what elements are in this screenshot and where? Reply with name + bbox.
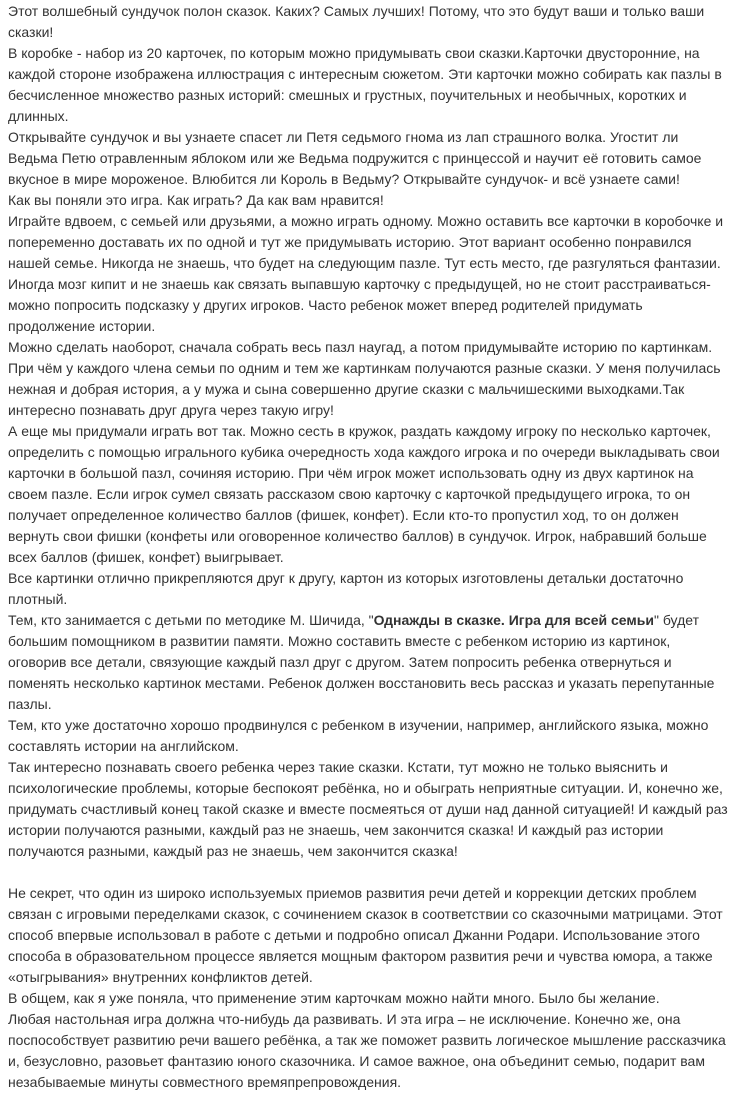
text-segment: Так интересно познавать своего ребенка через такие сказки. Кстати, тут можно не только выяснить и психологические проблемы, которые беспокоят ребёнка, но и обыграть неприятные ситуации. И, конечно же, придумать счастливый конец такой сказке и вместе посмеяться от души над данной ситуацией! И каждый раз истории получаются разными, каждый раз не знаешь, чем закончится сказка! И каждый раз истории получаются разными, каждый раз не знаешь, чем закончится сказка! xyxy=(8,759,728,859)
paragraph xyxy=(8,127,730,190)
text-segment: Можно сделать наоборот, сначала собрать весь пазл наугад, а потом придумывайте историю по картинкам. При чём у каждого члена семьи по одним и тем же картинкам получаются разные сказки. У меня получилась нежная и добрая история, а у мужа и сына совершенно другие сказки с мальчишескими выходками.Так интересно познавать друг друга через такую игру! xyxy=(8,339,721,418)
text-segment: Как вы поняли это игра. Как играть? Да как вам нравится! xyxy=(8,192,384,208)
text-segment: В коробке - набор из 20 карточек, по которым можно придумывать свои сказки.Карточки двусторонние, на каждой стороне изображена иллюстрация с интересным сюжетом. Эти карточки можно собирать как пазлы в бесчисленное множество разных историй: смешных и грустных, поучительных и необычных, коротких и длинных. xyxy=(8,45,722,124)
review-text-body xyxy=(8,1,730,1093)
text-segment: Этот волшебный сундучок полон сказок. Каких? Самых лучших! Потому, что это будут ваши и только ваши сказки! xyxy=(8,3,705,40)
paragraph xyxy=(8,715,730,757)
paragraph xyxy=(8,988,730,1009)
paragraph xyxy=(8,1,730,43)
paragraph xyxy=(8,883,730,988)
text-segment: Тем, кто уже достаточно хорошо продвинулся с ребенком в изучении, например, английского языка, можно составлять истории на английском. xyxy=(8,717,709,754)
text-segment: Все картинки отлично прикрепляются друг к другу, картон из которых изготовлены детальки достаточно плотный. xyxy=(8,570,684,607)
paragraph-spacer xyxy=(8,862,730,883)
text-segment: В общем, как я уже поняла, что применение этим карточкам можно найти много. Было бы желание. xyxy=(8,990,660,1006)
paragraph xyxy=(8,568,730,610)
paragraph xyxy=(8,421,730,568)
text-segment: Не секрет, что один из широко используемых приемов развития речи детей и коррекции детских проблем связан с игровыми переделками сказок, с сочинением сказок в соответствии со сказочными матрицами. Этот способ впервые использовал в работе с детьми и подробно описал Джанни Родари. Использование этого способа в образовательном процессе является мощным фактором развития речи и чувства юмора, а также «отыгрывания» внутренних конфликтов детей. xyxy=(8,885,723,985)
paragraph xyxy=(8,1009,730,1093)
paragraph xyxy=(8,190,730,211)
bold-text-segment: Однажды в сказке. Игра для всей семьи xyxy=(373,612,654,628)
text-segment: Открывайте сундучок и вы узнаете спасет ли Петя седьмого гнома из лап страшного волка. Угостит ли Ведьма Петю отравленным яблоком или же Ведьма подружится с принцессой и научит её готовить самое вкусное в мире мороженое. Влюбится ли Король в Ведьму? Открывайте сундучок- и всё узнаете сами! xyxy=(8,129,702,187)
paragraph xyxy=(8,211,730,337)
text-segment: А еще мы придумали играть вот так. Можно сесть в кружок, раздать каждому игроку по несколько карточек, определить с помощью игрального кубика очередность хода каждого игрока и по очереди выкладывать свои карточки в большой пазл, сочиняя историю. При чём игрок может использовать одну из двух картинок на своем пазле. Если игрок сумел связать рассказом свою карточку с карточкой предыдущего игрока, то он получает определенное количество баллов (фишек, конфет). Если кто-то пропустил ход, то он должен вернуть свои фишки (конфеты или оговоренное количество баллов) в сундучок. Игрок, набравший больше всех баллов (фишек, конфет) выигрывает. xyxy=(8,423,720,565)
paragraph xyxy=(8,43,730,127)
text-segment: Играйте вдвоем, с семьей или друзьями, а можно играть одному. Можно оставить все карточки в коробочке и попеременно доставать их по одной и тут же придумывать историю. Этот вариант особенно понравился нашей семье. Никогда не знаешь, что будет на следующим пазле. Тут есть место, где разгуляться фантазии. Иногда мозг кипит и не знаешь как связать выпавшую карточку с предыдущей, но не стоит расстраиваться- можно попросить подсказку у других игроков. Часто ребенок может вперед родителей придумать продолжение истории. xyxy=(8,213,724,334)
paragraph xyxy=(8,610,730,715)
text-segment: Любая настольная игра должна что-нибудь да развивать. И эта игра – не исключение. Конечно же, она поспособствует развитию речи вашего ребёнка, а так же поможет развить логическое мышление рассказчика и, безусловно, разовьет фантазию юного сказочника. И самое важное, она объединит семью, подарит вам незабываемые минуты совместного времяпрепровождения. xyxy=(8,1011,726,1090)
paragraph xyxy=(8,337,730,421)
paragraph xyxy=(8,757,730,862)
text-segment: Тем, кто занимается с детьми по методике М. Шичида, " xyxy=(8,612,374,628)
text-segment: " будет большим помощником в развитии памяти. Можно составить вместе с ребенком историю из картинок, оговорив все детали, связующие каждый пазл друг с другом. Затем попросить ребенка отвернуться и поменять несколько картинок местами. Ребенок должен восстановить весь рассказ и указать перепутанные пазлы. xyxy=(8,612,715,712)
